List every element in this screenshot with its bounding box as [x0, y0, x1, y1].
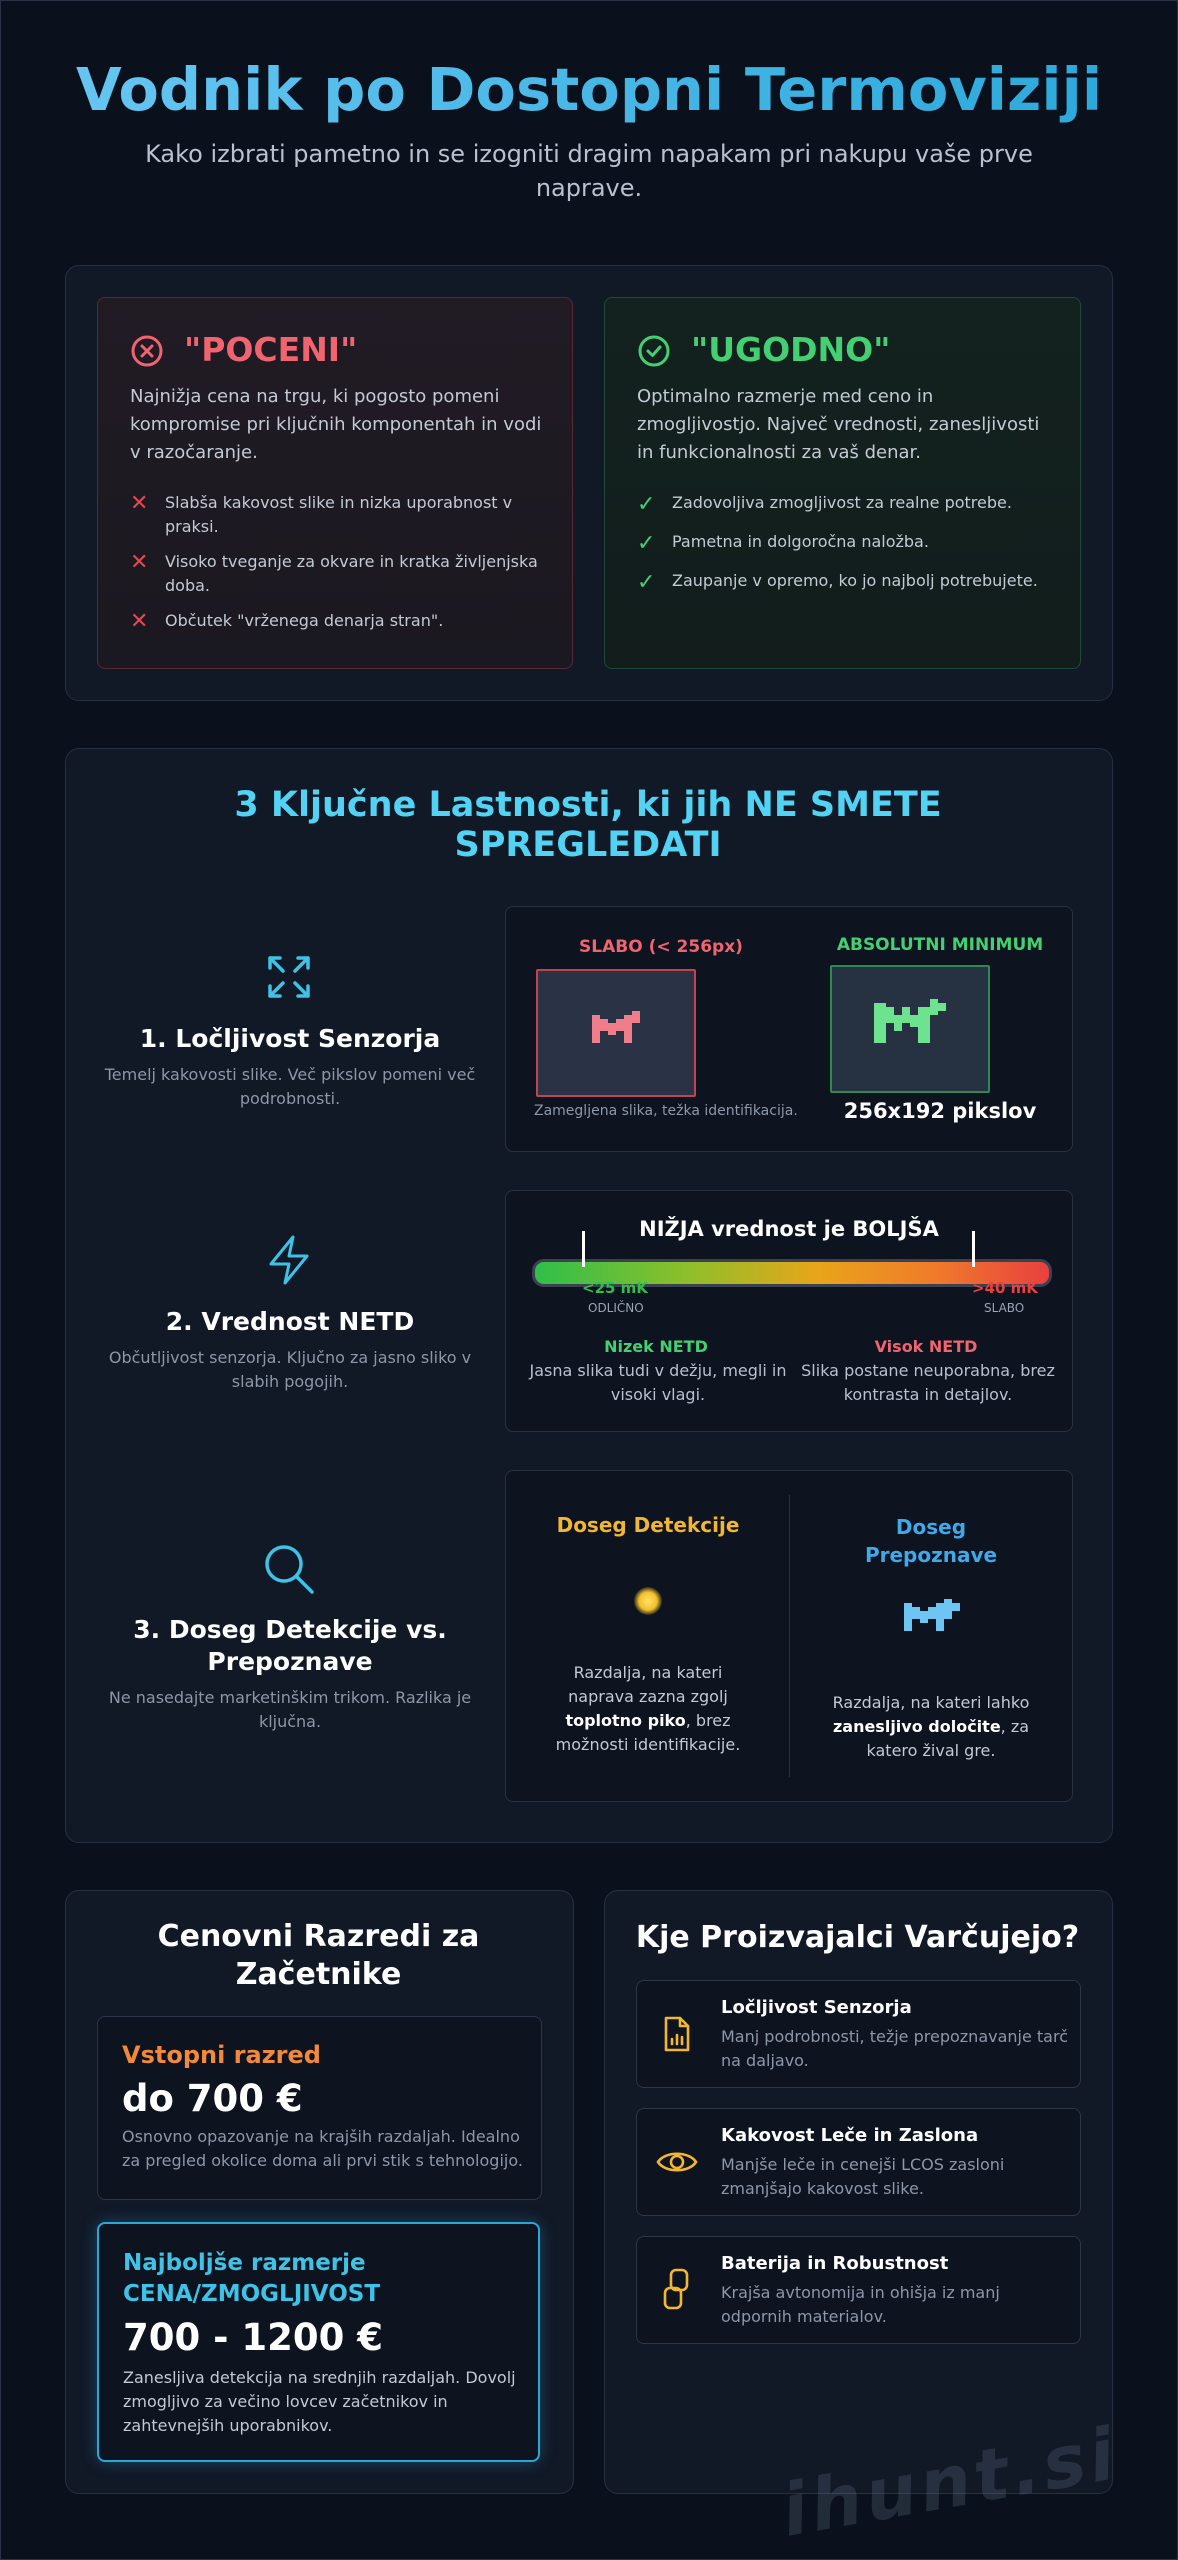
netd-high-label: SLABO	[984, 1301, 1025, 1315]
resolution-description: Temelj kakovosti slike. Več pikslov pomeni več podrobnosti.	[104, 1065, 476, 1108]
range-divider	[789, 1495, 790, 1777]
expand-arrows-icon	[264, 952, 314, 1002]
page-title: Vodnik po Dostopni Termoviziji	[0, 55, 1178, 124]
x-mark-icon: ✕	[130, 491, 149, 516]
animal-heat-signature-icon	[592, 1011, 640, 1047]
range-description: Ne nasedajte marketinškim trikom. Razlika je ključna.	[108, 1688, 472, 1731]
value-item-3: Zaupanje v opremo, ko jo najbolj potrebujete.	[672, 571, 1038, 590]
manufacturer-item-text: Krajša avtonomija in ohišja iz manj odpornih materialov.	[721, 2283, 1000, 2326]
features-title: 3 Ključne Lastnosti, ki jih NE SMETE SPREGLEDATI	[234, 785, 942, 865]
resolution-bad-label: SLABO (< 256px)	[579, 937, 743, 957]
netd-heading: 2. Vrednost NETD	[165, 1307, 415, 1336]
resolution-bad-caption: Zamegljena slika, težka identifikacija.	[534, 1103, 798, 1119]
x-mark-icon: ✕	[130, 609, 149, 634]
heat-dot-icon	[634, 1587, 662, 1615]
x-mark-icon: ✕	[130, 550, 149, 575]
best-label: Najboljše razmerje CENA/ZMOGLJIVOST	[123, 2250, 381, 2307]
best-price: 700 - 1200 €	[123, 2316, 383, 2359]
range-box	[505, 1470, 1073, 1802]
manufacturer-item-text: Manjše leče in cenejši LCOS zasloni zmanjšajo kakovost slike.	[721, 2155, 1005, 2198]
netd-low-text: Jasna slika tudi v dežju, megli in visoki vlagi.	[529, 1361, 787, 1404]
netd-high-text: Slika postane neuporabna, brez kontrasta in detajlov.	[801, 1361, 1055, 1404]
recognition-title: Doseg Prepoznave	[864, 1515, 998, 1567]
netd-low-marker	[582, 1231, 585, 1267]
value-title: "UGODNO"	[691, 330, 891, 369]
cheap-item-3: Občutek "vrženega denarja stran".	[165, 611, 444, 630]
resolution-min-value: 256x192 pikslov	[843, 1099, 1037, 1123]
cheap-item-1: Slabša kakovost slike in nizka uporabnost v praksi.	[165, 493, 513, 536]
netd-high-value: >40 mK	[972, 1279, 1038, 1297]
manufacturer-item-title: Ločljivost Senzorja	[721, 1997, 912, 2018]
resolution-min-label: ABSOLUTNI MINIMUM	[836, 935, 1044, 955]
entry-price-card	[97, 2016, 542, 2200]
manufacturer-item	[636, 2108, 1081, 2216]
manufacturer-item	[636, 1980, 1081, 2088]
best-description: Zanesljiva detekcija na srednjih razdaljah. Dovolj zmogljivo za večino lovcev začetnikov in zahtevnejših uporabnikov.	[123, 2368, 516, 2435]
entry-description: Osnovno opazovanje na krajših razdaljah. Idealno za pregled okolice doma ali prvi stik s tehnologijo.	[122, 2127, 523, 2170]
check-mark-icon: ✓	[637, 492, 656, 517]
pixelated-image	[536, 969, 696, 1097]
manufacturer-item-title: Baterija in Robustnost	[721, 2253, 949, 2274]
netd-scale-title: NIŽJA vrednost je BOLJŠA	[639, 1217, 939, 1241]
recognition-text: Razdalja, na kateri lahko zanesljivo določite, za katero žival gre.	[832, 1693, 1030, 1760]
netd-description: Občutljivost senzorja. Ključno za jasno sliko v slabih pogojih.	[108, 1348, 472, 1391]
cheap-card	[97, 297, 573, 669]
cheap-description: Najnižja cena na trgu, ki pogosto pomeni kompromise pri ključnih komponentah in vodi v razočaranje.	[130, 386, 542, 463]
netd-box	[505, 1190, 1073, 1432]
check-mark-icon: ✓	[637, 531, 656, 556]
check-circle-icon	[637, 334, 671, 368]
value-card	[604, 297, 1081, 669]
chart-file-icon	[659, 2015, 695, 2053]
eye-icon	[655, 2145, 699, 2179]
entry-label: Vstopni razred	[122, 2041, 321, 2069]
pricing-title: Cenovni Razredi za Začetnike	[157, 1919, 480, 1992]
range-heading: 3. Doseg Detekcije vs. Prepoznave	[133, 1615, 447, 1676]
animal-heat-signature-icon	[904, 1599, 960, 1635]
manufacturer-item-text: Manj podrobnosti, težje prepoznavanje tarč na daljavo.	[721, 2027, 1069, 2070]
netd-low-label: ODLIČNO	[588, 1301, 644, 1315]
link-icon	[659, 2267, 693, 2311]
check-mark-icon: ✓	[637, 570, 656, 595]
netd-low-heading: Nizek NETD	[604, 1337, 708, 1356]
sharp-image	[830, 965, 990, 1093]
manufacturers-title: Kje Proizvajalci Varčujejo?	[635, 1920, 1080, 1955]
animal-heat-signature-icon	[874, 999, 946, 1047]
value-item-2: Pametna in dolgoročna naložba.	[672, 532, 929, 551]
lightning-bolt-icon	[264, 1234, 314, 1286]
resolution-box	[505, 906, 1073, 1152]
best-price-card	[97, 2222, 540, 2462]
watermark: ihunt.si	[775, 2411, 1125, 2553]
manufacturer-item-title: Kakovost Leče in Zaslona	[721, 2125, 979, 2146]
value-description: Optimalno razmerje med ceno in zmogljivostjo. Največ vrednosti, zanesljivosti in funkcionalnosti za vaš denar.	[637, 386, 1040, 463]
x-circle-icon	[130, 334, 164, 368]
cheap-title: "POCENI"	[184, 330, 358, 369]
detection-text: Razdalja, na kateri naprava zazna zgolj toplotno piko, brez možnosti identifikacije.	[555, 1663, 741, 1754]
cheap-item-2: Visoko tveganje za okvare in kratka življenjska doba.	[165, 552, 538, 595]
manufacturer-item	[636, 2236, 1081, 2344]
value-item-1: Zadovoljiva zmogljivost za realne potrebe.	[672, 493, 1012, 512]
netd-high-marker	[972, 1231, 975, 1267]
netd-low-value: <25 mK	[582, 1279, 648, 1297]
detection-title: Doseg Detekcije	[556, 1513, 740, 1537]
entry-price: do 700 €	[122, 2077, 303, 2120]
resolution-heading: 1. Ločljivost Senzorja	[139, 1024, 441, 1053]
netd-high-heading: Visok NETD	[874, 1337, 978, 1356]
search-icon	[262, 1542, 316, 1596]
page-subtitle: Kako izbrati pametno in se izogniti dragim napakam pri nakupu vaše prve naprave.	[145, 140, 1033, 202]
